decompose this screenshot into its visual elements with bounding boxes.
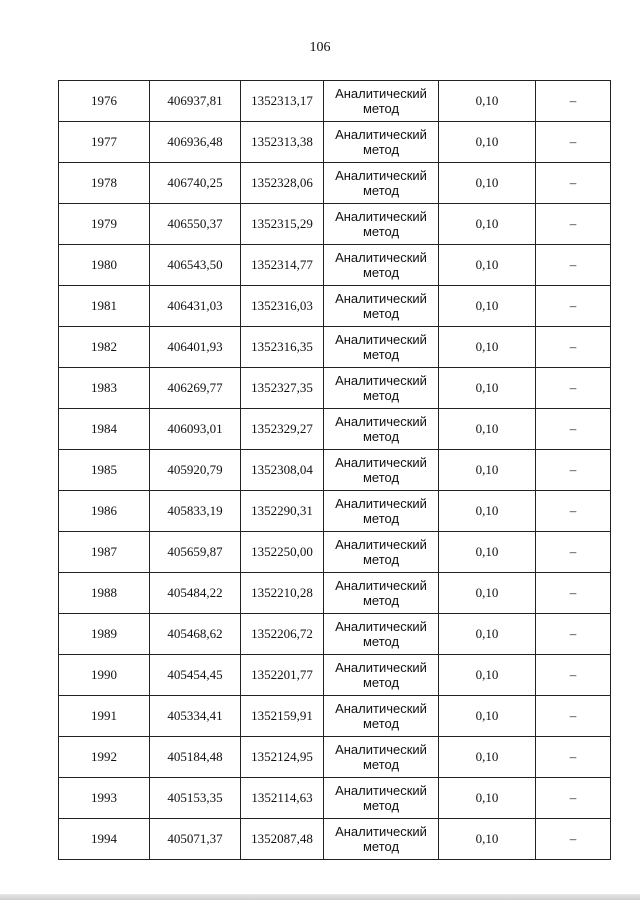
point-number-cell: 1977 <box>59 122 150 163</box>
point-number-cell: 1990 <box>59 655 150 696</box>
note-cell: – <box>536 409 611 450</box>
note-cell: – <box>536 163 611 204</box>
x-coordinate-cell: 406936,48 <box>150 122 241 163</box>
method-line: метод <box>362 675 400 690</box>
point-number-cell: 1988 <box>59 573 150 614</box>
table-row <box>59 81 611 122</box>
method-line: Аналитический <box>335 332 427 347</box>
page-number: 106 <box>309 40 331 55</box>
error-cell: 0,10 <box>439 573 536 614</box>
y-coordinate-cell: 1352328,06 <box>241 163 324 204</box>
table-row <box>59 245 611 286</box>
error-cell: 0,10 <box>439 163 536 204</box>
y-coordinate-cell: 1352327,35 <box>241 368 324 409</box>
table-row <box>59 286 611 327</box>
x-coordinate-cell: 406543,50 <box>150 245 241 286</box>
method-line: Аналитический <box>335 619 427 634</box>
method-line: Аналитический <box>335 537 427 552</box>
method-cell <box>324 532 439 573</box>
note-cell: – <box>536 737 611 778</box>
point-number-cell: 1984 <box>59 409 150 450</box>
table-row <box>59 409 611 450</box>
x-coordinate-cell: 405184,48 <box>150 737 241 778</box>
method-cell <box>324 368 439 409</box>
table-row <box>59 655 611 696</box>
y-coordinate-cell: 1352315,29 <box>241 204 324 245</box>
table-row <box>59 778 611 819</box>
point-number-cell: 1982 <box>59 327 150 368</box>
error-cell: 0,10 <box>439 286 536 327</box>
error-cell: 0,10 <box>439 614 536 655</box>
method-line: метод <box>362 265 400 280</box>
y-coordinate-cell: 1352316,03 <box>241 286 324 327</box>
method-line: Аналитический <box>335 373 427 388</box>
note-cell: – <box>536 368 611 409</box>
point-number-cell: 1991 <box>59 696 150 737</box>
method-line: метод <box>362 183 400 198</box>
error-cell: 0,10 <box>439 450 536 491</box>
method-line: метод <box>362 798 400 813</box>
method-line: метод <box>362 306 400 321</box>
y-coordinate-cell: 1352290,31 <box>241 491 324 532</box>
table-row <box>59 573 611 614</box>
table-row <box>59 819 611 860</box>
x-coordinate-cell: 405920,79 <box>150 450 241 491</box>
error-cell: 0,10 <box>439 655 536 696</box>
note-cell: – <box>536 573 611 614</box>
note-cell: – <box>536 450 611 491</box>
x-coordinate-cell: 405468,62 <box>150 614 241 655</box>
table-row <box>59 532 611 573</box>
error-cell: 0,10 <box>439 696 536 737</box>
method-cell <box>324 204 439 245</box>
point-number-cell: 1985 <box>59 450 150 491</box>
method-line: Аналитический <box>335 250 427 265</box>
note-cell: – <box>536 532 611 573</box>
error-cell: 0,10 <box>439 122 536 163</box>
table-row <box>59 163 611 204</box>
table-row <box>59 122 611 163</box>
method-line: метод <box>362 224 400 239</box>
method-line: метод <box>362 839 400 854</box>
y-coordinate-cell: 1352313,38 <box>241 122 324 163</box>
note-cell: – <box>536 81 611 122</box>
table-row <box>59 696 611 737</box>
error-cell: 0,10 <box>439 409 536 450</box>
method-line: метод <box>362 347 400 362</box>
point-number-cell: 1993 <box>59 778 150 819</box>
y-coordinate-cell: 1352210,28 <box>241 573 324 614</box>
point-number-cell: 1992 <box>59 737 150 778</box>
method-cell <box>324 327 439 368</box>
method-cell <box>324 614 439 655</box>
point-number-cell: 1983 <box>59 368 150 409</box>
y-coordinate-cell: 1352250,00 <box>241 532 324 573</box>
error-cell: 0,10 <box>439 532 536 573</box>
method-cell <box>324 655 439 696</box>
method-line: Аналитический <box>335 783 427 798</box>
method-cell <box>324 286 439 327</box>
x-coordinate-cell: 405833,19 <box>150 491 241 532</box>
y-coordinate-cell: 1352329,27 <box>241 409 324 450</box>
method-line: Аналитический <box>335 455 427 470</box>
x-coordinate-cell: 405454,45 <box>150 655 241 696</box>
method-line: метод <box>362 101 400 116</box>
point-number-cell: 1978 <box>59 163 150 204</box>
y-coordinate-cell: 1352314,77 <box>241 245 324 286</box>
method-line: метод <box>362 142 400 157</box>
x-coordinate-cell: 405153,35 <box>150 778 241 819</box>
error-cell: 0,10 <box>439 327 536 368</box>
method-cell <box>324 163 439 204</box>
x-coordinate-cell: 406550,37 <box>150 204 241 245</box>
method-cell <box>324 245 439 286</box>
method-line: Аналитический <box>335 578 427 593</box>
method-line: Аналитический <box>335 168 427 183</box>
method-line: метод <box>362 716 400 731</box>
table-row <box>59 614 611 655</box>
y-coordinate-cell: 1352159,91 <box>241 696 324 737</box>
note-cell: – <box>536 778 611 819</box>
note-cell: – <box>536 696 611 737</box>
x-coordinate-cell: 406431,03 <box>150 286 241 327</box>
y-coordinate-cell: 1352206,72 <box>241 614 324 655</box>
error-cell: 0,10 <box>439 737 536 778</box>
note-cell: – <box>536 245 611 286</box>
point-number-cell: 1981 <box>59 286 150 327</box>
point-number-cell: 1979 <box>59 204 150 245</box>
method-line: Аналитический <box>335 414 427 429</box>
point-number-cell: 1980 <box>59 245 150 286</box>
y-coordinate-cell: 1352316,35 <box>241 327 324 368</box>
note-cell: – <box>536 491 611 532</box>
y-coordinate-cell: 1352087,48 <box>241 819 324 860</box>
method-cell <box>324 573 439 614</box>
point-number-cell: 1976 <box>59 81 150 122</box>
note-cell: – <box>536 655 611 696</box>
method-cell <box>324 819 439 860</box>
point-number-cell: 1986 <box>59 491 150 532</box>
note-cell: – <box>536 286 611 327</box>
method-line: метод <box>362 470 400 485</box>
error-cell: 0,10 <box>439 819 536 860</box>
table-row <box>59 450 611 491</box>
x-coordinate-cell: 405334,41 <box>150 696 241 737</box>
point-number-cell: 1989 <box>59 614 150 655</box>
x-coordinate-cell: 405071,37 <box>150 819 241 860</box>
method-line: Аналитический <box>335 86 427 101</box>
method-line: Аналитический <box>335 742 427 757</box>
y-coordinate-cell: 1352124,95 <box>241 737 324 778</box>
method-line: Аналитический <box>335 660 427 675</box>
method-line: метод <box>362 757 400 772</box>
note-cell: – <box>536 327 611 368</box>
error-cell: 0,10 <box>439 778 536 819</box>
method-cell <box>324 696 439 737</box>
coordinates-table-body <box>59 81 611 860</box>
method-line: метод <box>362 511 400 526</box>
x-coordinate-cell: 406269,77 <box>150 368 241 409</box>
method-cell <box>324 737 439 778</box>
x-coordinate-cell: 405484,22 <box>150 573 241 614</box>
method-line: Аналитический <box>335 209 427 224</box>
note-cell: – <box>536 204 611 245</box>
method-cell <box>324 778 439 819</box>
error-cell: 0,10 <box>439 81 536 122</box>
scan-bottom-edge <box>0 894 640 900</box>
method-line: Аналитический <box>335 824 427 839</box>
x-coordinate-cell: 405659,87 <box>150 532 241 573</box>
note-cell: – <box>536 819 611 860</box>
x-coordinate-cell: 406740,25 <box>150 163 241 204</box>
method-line: метод <box>362 593 400 608</box>
method-line: метод <box>362 634 400 649</box>
error-cell: 0,10 <box>439 204 536 245</box>
method-line: Аналитический <box>335 127 427 142</box>
table-row <box>59 737 611 778</box>
y-coordinate-cell: 1352114,63 <box>241 778 324 819</box>
error-cell: 0,10 <box>439 368 536 409</box>
method-line: Аналитический <box>335 496 427 511</box>
method-line: Аналитический <box>335 701 427 716</box>
y-coordinate-cell: 1352201,77 <box>241 655 324 696</box>
y-coordinate-cell: 1352308,04 <box>241 450 324 491</box>
table-row <box>59 204 611 245</box>
method-cell <box>324 122 439 163</box>
y-coordinate-cell: 1352313,17 <box>241 81 324 122</box>
x-coordinate-cell: 406401,93 <box>150 327 241 368</box>
point-number-cell: 1987 <box>59 532 150 573</box>
method-cell <box>324 409 439 450</box>
x-coordinate-cell: 406937,81 <box>150 81 241 122</box>
table-row <box>59 327 611 368</box>
method-cell <box>324 450 439 491</box>
method-line: метод <box>362 552 400 567</box>
x-coordinate-cell: 406093,01 <box>150 409 241 450</box>
point-number-cell: 1994 <box>59 819 150 860</box>
coordinates-table <box>58 80 611 860</box>
method-cell <box>324 81 439 122</box>
method-line: Аналитический <box>335 291 427 306</box>
table-row <box>59 368 611 409</box>
note-cell: – <box>536 122 611 163</box>
method-line: метод <box>362 429 400 444</box>
error-cell: 0,10 <box>439 491 536 532</box>
note-cell: – <box>536 614 611 655</box>
error-cell: 0,10 <box>439 245 536 286</box>
table-row <box>59 491 611 532</box>
method-line: метод <box>362 388 400 403</box>
method-cell <box>324 491 439 532</box>
